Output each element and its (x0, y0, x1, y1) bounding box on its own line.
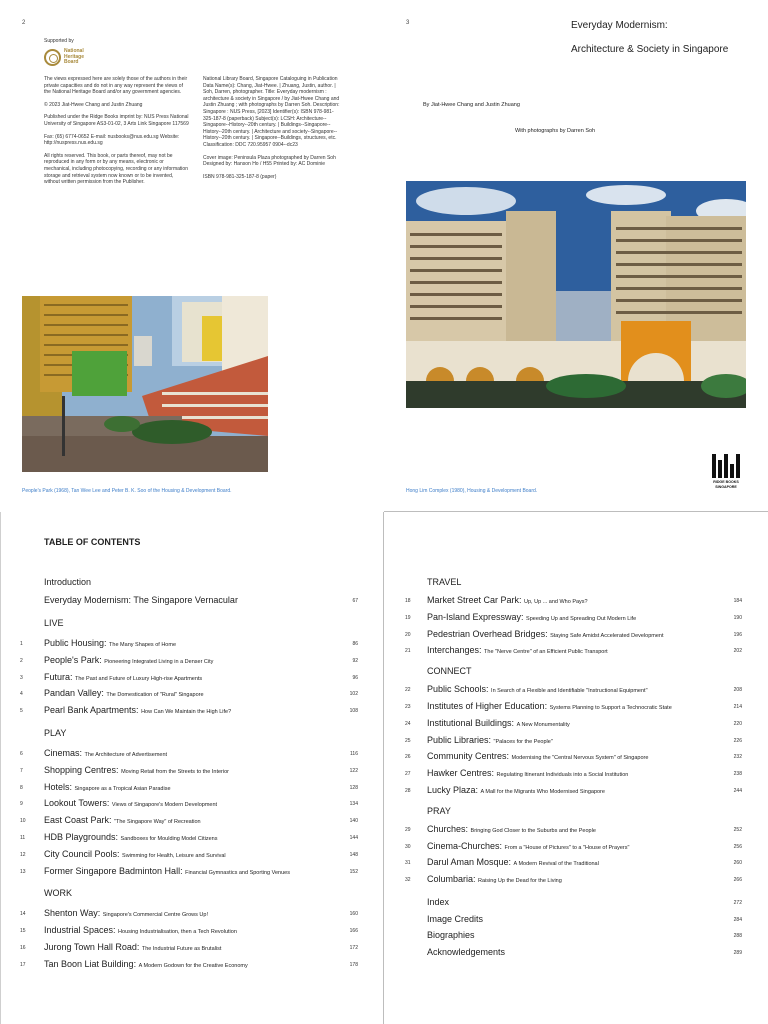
toc-entry-page: 238 (733, 771, 742, 778)
toc-entry-number: 22 (405, 687, 411, 694)
toc-backmatter-entry[interactable] (0, 947, 768, 959)
toc-entry-subtitle: Systems Planning to Support a Technocratic State (549, 705, 672, 711)
toc-entry-title (44, 798, 217, 808)
toc-entry[interactable] (0, 611, 742, 624)
toc-entry-number: 32 (405, 877, 411, 884)
toc-entry-title (427, 684, 648, 694)
toc-entry-title (427, 645, 608, 655)
toc-entry-subtitle: The Many Shapes of Home (109, 642, 176, 648)
toc-entry-heading: Former Singapore Badminton Hall: (44, 865, 186, 876)
toc-entry-title (427, 824, 596, 834)
toc-section-work: WORK (44, 888, 72, 899)
toc-entry-page: 86 (352, 641, 358, 647)
toc-entry-page: 272 (733, 900, 742, 906)
toc-entry-page: 166 (349, 928, 358, 935)
toc-entry-number: 2 (20, 657, 23, 664)
ridge-books-mark-icon (712, 454, 740, 478)
toc-entry-heading: Public Housing: (44, 638, 110, 648)
toc-entry-number: 15 (20, 928, 26, 935)
toc-entry-page: 289 (733, 949, 742, 956)
photo-caption: People's Park (1968), Tan Wee Lee and Peter B. K. Soo of the Housing & Development Board. (22, 488, 232, 494)
toc-entry-heading: City Council Pools: (44, 848, 123, 859)
toc-entry-subtitle: How Can We Maintain the High Life? (141, 709, 232, 716)
page-number: 3 (406, 20, 410, 26)
peoples-park-photo (22, 296, 268, 472)
copyright-column-left (44, 76, 189, 192)
toc-entry-heading: Churches: (427, 823, 471, 834)
toc-entry-title (427, 841, 629, 851)
publisher-text: Published under the Ridge Books imprint by: NUS Press National University of Singapore AS3-01-02, 3 Arts Link Singapore 117569 (44, 114, 189, 127)
toc-backmatter-entry[interactable] (0, 897, 768, 909)
toc-entry-page: 190 (733, 614, 742, 621)
toc-entry-page: 260 (733, 860, 742, 867)
toc-entry-page: 144 (349, 835, 358, 841)
toc-entry-heading: Darul Aman Mosque: (427, 857, 514, 868)
toc-entry[interactable] (0, 959, 384, 971)
toc-entry[interactable] (0, 595, 742, 607)
toc-entry-subtitle: Pioneering Integrated Living in a Denser City (104, 658, 214, 665)
toc-entry-page: 232 (733, 754, 742, 761)
toc-entry-heading: Cinemas: (44, 748, 85, 758)
toc-entry-page: 184 (733, 598, 742, 604)
toc-entry-title (427, 629, 664, 639)
photo-caption: Hong Lim Complex (1980), Housing & Development Board. (406, 488, 538, 494)
toc-entry-title: Biographies (427, 930, 475, 941)
toc-entry-subtitle: From a "House of Pictures" to a "House of Prayers" (504, 844, 630, 851)
toc-entry-heading: Lucky Plaza: (427, 785, 481, 795)
rights-text: All rights reserved. This book, or parts thereof, may not be reproduced in any form or by any means, electronic or mechanical, including photocopying, recording or any information storage and retrieval system now known or to be invented, without written permission from the Publisher. (44, 152, 188, 186)
book-subtitle: Architecture & Society in Singapore (571, 44, 729, 55)
toc-entry-number: 5 (20, 708, 23, 715)
toc-entry[interactable] (0, 701, 742, 716)
toc-section-introduction: Introduction (44, 577, 92, 587)
toc-entry-heading: Public Schools: (427, 684, 492, 695)
toc-entry-title (427, 768, 628, 778)
toc-entry-number: 10 (20, 818, 26, 825)
toc-entry-title: Image Credits (427, 913, 484, 924)
toc-entry-number: 23 (405, 704, 411, 710)
disclaimer-text: The views expressed here are solely those of the authors in their private capacities and do not in any way represent the views of the National Heritage Board and/or any government agencies. (44, 76, 188, 96)
toc-entry-title (427, 785, 605, 795)
toc-section-pray: PRAY (427, 805, 451, 816)
toc-entry-page: 140 (349, 818, 358, 825)
toc-entry-heading: Tan Boon Liat Building: (44, 958, 139, 969)
toc-entry-subtitle: Singapore as a Tropical Asian Paradise (74, 785, 171, 792)
toc-entry[interactable] (0, 823, 742, 836)
toc-entry-heading: Hotels: (44, 781, 75, 792)
toc-entry-heading: Pearl Bank Apartments: (44, 705, 142, 716)
toc-entry-title (427, 701, 672, 711)
toc-section-live: LIVE (44, 618, 64, 628)
toc-entry-subtitle: The Architecture of Advertisement (84, 752, 168, 758)
toc-entry-subtitle: Regulating Itinerant Individuals into a Social Institution (496, 772, 629, 779)
isbn-text: ISBN 978-981-325-187-8 (paper) (203, 173, 277, 180)
toc-entry-heading: East Coast Park: (44, 815, 115, 826)
photographer-byline: With photographs by Darren Soh (515, 128, 596, 134)
ridge-books-logo: RIDGE BOOKS SINGAPORE (712, 454, 740, 489)
toc-entry-subtitle: The Past and Future of Luxury High-rise Apartments (75, 675, 203, 682)
toc-entry-title (427, 718, 570, 728)
toc-entry-heading: Market Street Car Park: (427, 595, 525, 605)
authors-byline: By Jiat-Hwee Chang and Justin Zhuang (423, 102, 520, 108)
toc-entry-subtitle: Housing Industrialisation, then a Tech Revolution (118, 929, 237, 936)
toc-entry-subtitle: Financial Gymnastics and Sporting Venues (185, 869, 290, 876)
toc-entry-page: 122 (349, 767, 358, 774)
toc-entry-title (427, 735, 553, 745)
toc-entry[interactable] (0, 717, 742, 730)
toc-entry-heading: Pedestrian Overhead Bridges: (427, 628, 551, 639)
toc-entry-page: 284 (733, 916, 742, 923)
toc-entry-page: 244 (733, 788, 742, 794)
toc-entry-page: 148 (349, 851, 358, 858)
toc-entry-subtitle: "The Singapore Way" of Recreation (114, 819, 201, 826)
toc-entry-page: 128 (349, 784, 358, 791)
toc-entry-subtitle: Staying Safe Amidst Accelerated Development (550, 632, 664, 639)
toc-entry-number: 30 (405, 843, 411, 850)
toc-entry-title (427, 874, 562, 884)
toc-entry-subtitle: Sandboxes for Moulding Model Citizens (120, 836, 218, 842)
toc-entry-subtitle: A New Monumentality (516, 721, 570, 728)
toc-section-play: PLAY (44, 728, 67, 738)
toc-entry-heading: Institutes of Higher Education: (427, 701, 550, 711)
toc-entry-number: 26 (405, 754, 411, 761)
toc-entry-heading: Cinema-Churches: (427, 840, 505, 851)
toc-entry-number: 6 (20, 751, 23, 757)
toc-entry-subtitle: A Modern Revival of the Traditional (513, 861, 599, 868)
nhb-logo: National Heritage Board (44, 49, 84, 66)
toc-entry-heading: Futura: (44, 671, 76, 682)
toc-entry-number: 21 (405, 648, 411, 655)
toc-entry-page: 288 (733, 933, 742, 940)
copyright-column-right (203, 76, 343, 186)
copyright-text: © 2023 Jiat-Hwee Chang and Justin Zhuang (44, 101, 143, 108)
toc-entry-heading: Interchanges: (427, 645, 485, 656)
toc-entry-subtitle: Bringing God Closer to the Suburbs and the People (470, 827, 596, 834)
page-number: 2 (22, 20, 26, 26)
toc-entry-number: 7 (20, 767, 23, 774)
toc-entry-number: 20 (405, 631, 411, 638)
toc-entry-number: 29 (405, 826, 411, 833)
toc-entry-title: Index (427, 897, 450, 907)
nhb-emblem-icon (44, 49, 61, 66)
toc-entry-number: 27 (405, 771, 411, 778)
toc-entry-number: 19 (405, 614, 411, 621)
toc-entry-number: 31 (405, 860, 411, 867)
toc-entry-subtitle: Modernising the "Central Nervous System" of Singapore (511, 755, 649, 762)
toc-entry-heading: Shenton Way: (44, 908, 103, 919)
toc-entry-page: 252 (733, 826, 742, 833)
toc-entry-number: 1 (20, 641, 23, 647)
toc-entry-page: 226 (733, 737, 742, 744)
toc-entry-title (44, 672, 202, 682)
toc-entry-subtitle: In Search of a Flexible and Identifiable "Instructional Equipment" (491, 688, 648, 695)
toc-entry-number: 17 (20, 961, 26, 968)
contact-text: Fax: (65) 6774-0652 E-mail: nusbooks@nus.edu.sg Website: http://nuspress.nus.edu.sg (44, 133, 180, 147)
toc-entry-page: 220 (733, 720, 742, 727)
toc-entry-number: 25 (405, 737, 411, 744)
toc-entry[interactable] (0, 785, 742, 797)
toc-entry-subtitle: Raising Up the Dead for the Living (478, 878, 562, 885)
toc-entry-title (427, 857, 599, 867)
toc-entry-page: 96 (352, 674, 358, 681)
toc-entry-number: 12 (20, 851, 26, 858)
toc-entry-heading: Jurong Town Hall Road: (44, 942, 142, 952)
toc-entry[interactable] (0, 840, 742, 853)
toc-entry-subtitle: Singapore's Commercial Centre Grows Up! (102, 912, 208, 919)
toc-entry-subtitle: Swimming for Health, Leisure and Survival (122, 852, 226, 859)
toc-entry-page: 102 (349, 691, 358, 698)
toc-entry-heading: Industrial Spaces: (44, 925, 119, 936)
toc-entry[interactable] (0, 628, 742, 641)
toc-heading: TABLE OF CONTENTS (44, 537, 141, 547)
cataloguing-text: National Library Board, Singapore Cataloguing in Publication Data Name(s): Chang, Jiat-Hwee. | Zhuang, Justin, author. | Soh, Darren, photographer. Title: Everyday modernism : architecture & society in Singapore / by Jiat-Hwee Chang and Justin Zhuang ; with photographs by Darren Soh. Description: Singapore : NUS Press, [2023] Identifier(s): ISBN 978-981-325-187-8 (paperback) Subject(s): LCSH: Architecture--Singapore--History--20th century. | Buildings--Singapore--History--20th century. | Architecture and society--Singapore--History--20th century. | Singapore--Buildings, structures, etc. Classification: DDC 720.95957 0904--dc23 (203, 76, 340, 148)
toc-entry-page: 196 (733, 631, 742, 638)
toc-section-connect: CONNECT (427, 666, 472, 677)
toc-entry-page: 160 (349, 911, 358, 918)
toc-entry-title (427, 751, 648, 761)
toc-entry-page: 256 (733, 843, 742, 850)
toc-entry-number: 14 (20, 911, 26, 918)
toc-entry[interactable] (0, 734, 742, 747)
toc-entry-subtitle: Speeding Up and Spreading Out Modern Life (526, 615, 637, 622)
toc-entry-page: 214 (733, 704, 742, 710)
toc-entry-number: 16 (20, 945, 26, 951)
credits-text: Cover image: Peninsula Plaza photographed by Darren Soh Designed by: Hanson Ho / H55 Printed by: AC Dominie (203, 154, 336, 168)
toc-entry-page: 116 (350, 751, 358, 757)
toc-entry-page: 134 (349, 801, 358, 808)
toc-section-travel: TRAVEL (427, 577, 462, 587)
toc-entry-subtitle: A Mall for the Migrants Who Modernised Singapore (480, 789, 605, 795)
toc-entry[interactable] (0, 874, 742, 886)
toc-entry-page: 266 (733, 877, 742, 884)
toc-entry-heading: Columbaria: (427, 874, 479, 885)
toc-entry-page: 208 (733, 687, 742, 694)
toc-backmatter-entry[interactable] (0, 914, 768, 926)
toc-entry-subtitle: Moving Retail from the Streets to the Interior (121, 768, 229, 775)
toc-entry-page: 172 (349, 945, 358, 951)
toc-entry-page: 178 (349, 961, 358, 968)
toc-entry-number: 3 (20, 674, 23, 681)
toc-entry-number: 13 (20, 868, 26, 875)
toc-entry[interactable] (0, 798, 384, 810)
toc-entry-heading: Shopping Centres: (44, 764, 122, 775)
toc-entry-heading: HDB Playgrounds: (44, 832, 121, 842)
supported-by-label: Supported by (44, 38, 74, 44)
toc-entry-number: 9 (20, 801, 23, 808)
toc-entry-subtitle: The Domestication of "Rural" Singapore (106, 692, 204, 699)
toc-entry-title (427, 612, 636, 622)
toc-entry-heading: Community Centres: (427, 751, 512, 762)
toc-entry-heading: Lookout Towers: (44, 798, 112, 809)
toc-entry[interactable] (0, 645, 742, 657)
toc-entry-number: 28 (405, 788, 411, 794)
toc-entry-title: Acknowledgements (427, 946, 506, 957)
toc-entry-number: 18 (405, 598, 411, 604)
toc-entry-heading: Public Libraries: (427, 734, 494, 745)
toc-entry-heading: People's Park: (44, 654, 105, 665)
toc-entry-subtitle: "Palaces for the People" (493, 738, 553, 745)
toc-entry-subtitle: A Modern Godown for the Creative Economy (138, 962, 248, 969)
toc-entry-title: Everyday Modernism: The Singapore Vernacular (44, 595, 238, 605)
toc-entry[interactable] (0, 672, 384, 684)
toc-entry-heading: Hawker Centres: (427, 768, 497, 779)
toc-entry[interactable] (0, 684, 742, 699)
toc-entry[interactable] (0, 751, 742, 763)
toc-entry-subtitle: The Industrial Future as Brutalist (141, 946, 222, 952)
toc-entry-page: 202 (733, 648, 742, 655)
toc-entry-heading: Pandan Valley: (44, 688, 107, 699)
toc-entry-subtitle: The "Nerve Centre" of an Efficient Public Transport (484, 649, 608, 656)
toc-entry[interactable] (0, 857, 742, 869)
toc-entry-heading: Institutional Buildings: (427, 717, 517, 728)
toc-entry-title (427, 595, 588, 605)
toc-entry-number: 24 (405, 720, 411, 727)
toc-entry-page: 152 (349, 868, 358, 875)
toc-entry-page: 92 (352, 657, 358, 664)
toc-entry-number: 11 (20, 835, 26, 841)
toc-entry[interactable] (0, 768, 742, 780)
toc-entry-number: 4 (20, 691, 23, 698)
book-title: Everyday Modernism: (571, 20, 668, 31)
toc-entry-heading: Pan-Island Expressway: (427, 611, 527, 622)
toc-entry-title (44, 959, 248, 969)
hong-lim-photo (406, 181, 746, 408)
toc-entry-page: 67 (352, 598, 358, 604)
toc-entry-subtitle: Up, Up ... and Who Pays? (524, 599, 588, 605)
toc-entry-page: 108 (349, 708, 358, 715)
copyright-page (0, 0, 384, 512)
toc-entry-number: 8 (20, 784, 23, 791)
toc-backmatter-entry[interactable] (0, 930, 768, 942)
toc-entry-subtitle: Views of Singapore's Modern Development (111, 802, 218, 809)
